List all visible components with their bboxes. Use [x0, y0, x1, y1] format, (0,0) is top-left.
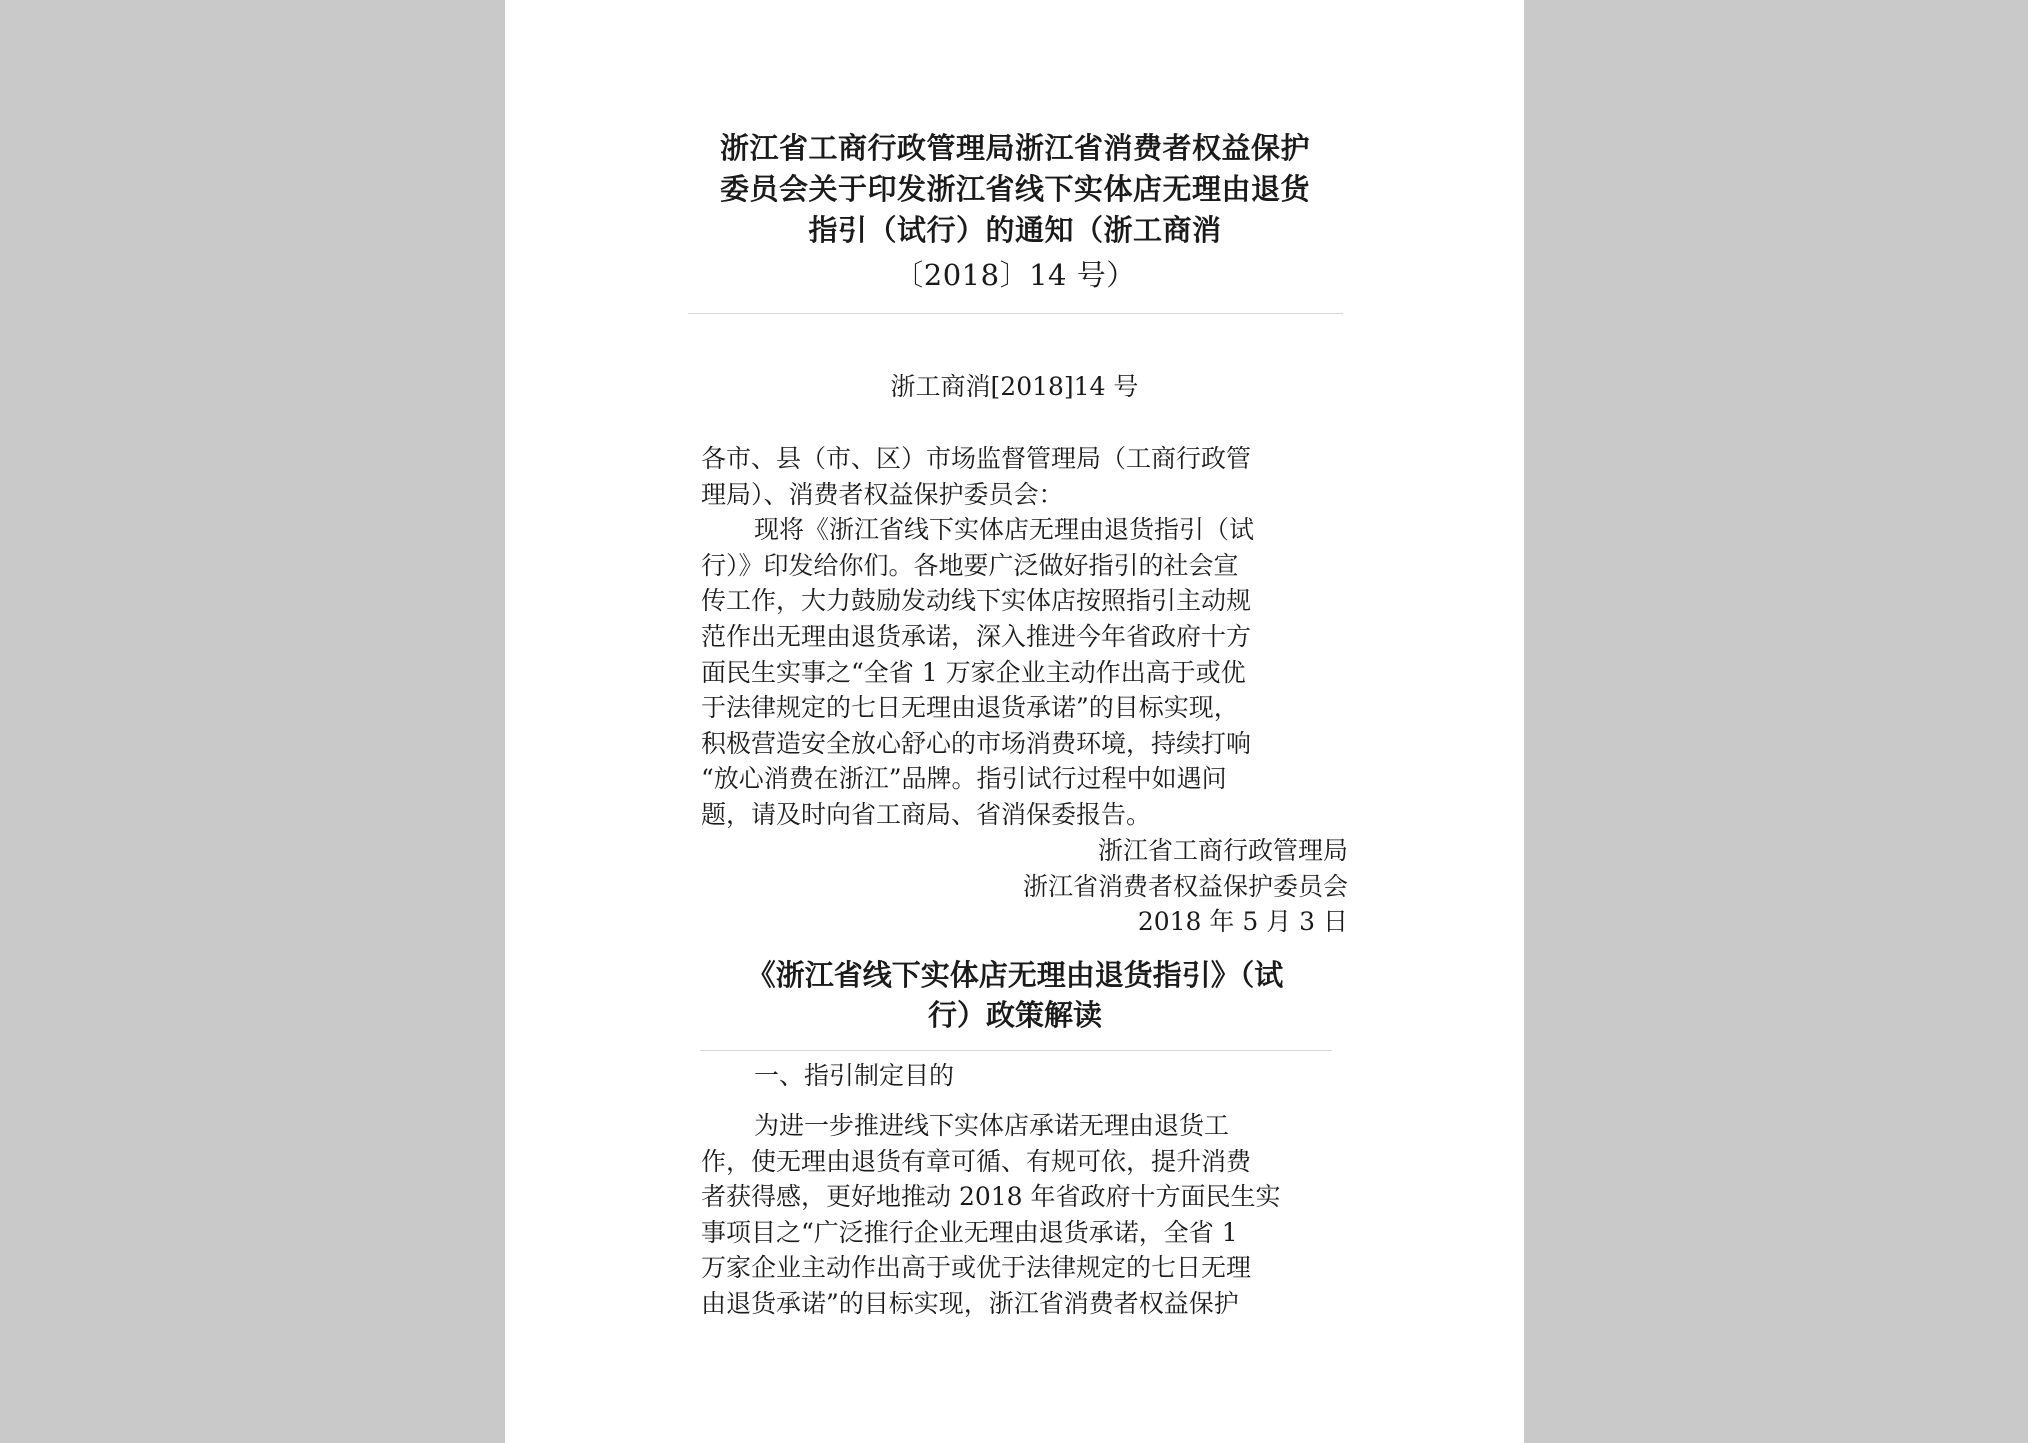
issuer-name: 浙江省消费者权益保护委员会: [1022, 871, 1348, 901]
section-line: 为进一步推进线下实体店承诺无理由退货工: [754, 1111, 1230, 1140]
title-line: 指引（试行）的通知（浙工商消: [808, 213, 1222, 247]
body-line: 题，请及时向省工商局、省消保委报告。: [701, 799, 1152, 829]
section-divider: [700, 1050, 1332, 1051]
section-line: 事项目之“广泛推行企业无理由退货承诺，全省 1: [701, 1217, 1238, 1247]
document-title: [685, 128, 1345, 296]
body-line: 现将《浙江省线下实体店无理由退货指引（试: [754, 515, 1255, 545]
title-divider: [688, 313, 1343, 314]
body-line: 积极营造安全放心舒心的市场消费环境，持续打响: [701, 728, 1252, 758]
body-line: 理局）、消费者权益保护委员会：: [701, 479, 1064, 509]
body-line: 面民生实事之“全省 1 万家企业主动作出高于或优: [701, 657, 1246, 687]
document-number: 浙工商消[2018]14 号: [890, 372, 1139, 401]
title-line: 委员会关于印发浙江省线下实体店无理由退货: [719, 172, 1310, 206]
body-line: 各市、县（市、区）市场监督管理局（工商行政管: [701, 444, 1252, 473]
body-line: 于法律规定的七日无理由退货承诺”的目标实现，: [701, 693, 1239, 723]
body-line: 传工作，大力鼓励发动线下实体店按照指引主动规: [701, 586, 1252, 616]
interpretation-title-line: 《浙江省线下实体店无理由退货指引》（试: [746, 958, 1284, 992]
interpretation-title-line: 行）政策解读: [927, 998, 1102, 1032]
title-number: 〔2018〕14 号）: [894, 258, 1136, 292]
body-line: 行）》印发给你们。各地要广泛做好指引的社会宣: [701, 550, 1239, 580]
body-line: 范作出无理由退货承诺，深入推进今年省政府十方: [701, 621, 1252, 651]
section-line: 作，使无理由退货有章可循、有规可依，提升消费: [701, 1146, 1252, 1176]
section-line: 万家企业主动作出高于或优于法律规定的七日无理: [701, 1253, 1252, 1283]
section-heading: 一、指引制定目的: [754, 1061, 955, 1090]
issuer-name: 浙江省工商行政管理局: [1097, 836, 1348, 865]
issue-date: 2018 年 5 月 3 日: [1137, 907, 1348, 937]
interpretation-title: [685, 955, 1345, 1035]
section-body: [701, 1108, 1351, 1322]
body-line: “放心消费在浙江”品牌。指引试行过程中如遇问: [701, 764, 1227, 794]
notice-body: [701, 441, 1351, 833]
document-page: [505, 0, 1524, 1443]
section-line: 者获得感，更好地推动 2018 年省政府十方面民生实: [701, 1182, 1281, 1212]
section-line: 由退货承诺”的目标实现，浙江省消费者权益保护: [701, 1288, 1239, 1318]
title-line: 浙江省工商行政管理局浙江省消费者权益保护: [719, 131, 1310, 165]
signature-block: [1023, 833, 1348, 940]
